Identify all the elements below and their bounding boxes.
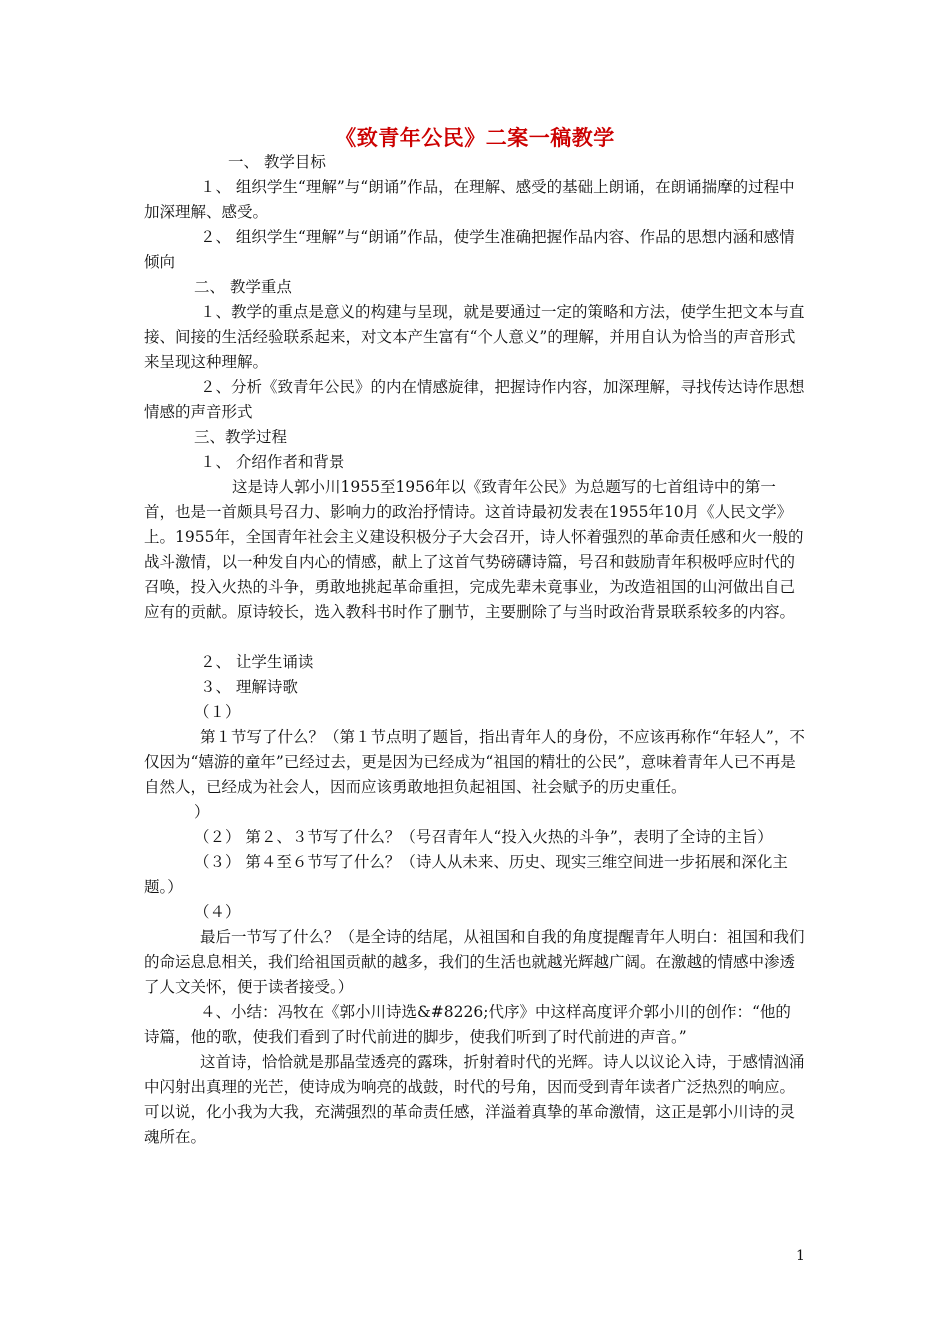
page-number: 1: [796, 1248, 805, 1264]
question-1-close: ）: [194, 803, 210, 821]
process-item-4-summary: ４、小结：冯牧在《郭小川诗选&#8226;代序》中这样高度评介郭小川的创作：“他的诗篇，他的歌，使我们看到了时代前进的脚步，使我们听到了时代前进的声音。”: [144, 1003, 791, 1046]
focus-paragraph-2: ２、分析《致青年公民》的内在情感旋律，把握诗作内容，加深理解，寻找传达诗作思想情感的声音形式: [144, 378, 805, 421]
section-heading-objectives: 一、 教学目标: [228, 153, 326, 171]
spacer: [144, 625, 806, 650]
question-4-label: （４）: [194, 903, 241, 921]
document-body: [144, 150, 806, 1150]
section-heading-focus: 二、 教学重点: [194, 278, 292, 296]
question-1-body: 第１节写了什么？（第１节点明了题旨，指出青年人的身份，不应该再称作“年轻人”，不仅因为“嬉游的童年”已经过去，更是因为已经成为“祖国的精壮的公民”，意味着青年人已不再是自然人，已经成为社会人，因而应该勇敢地担负起祖国、社会赋予的历史重任。: [144, 728, 805, 796]
question-2: （２） 第２、３节写了什么？（号召青年人“投入火热的斗争”，表明了全诗的主旨）: [194, 828, 773, 846]
section-heading-process: 三、教学过程: [194, 428, 288, 446]
document-title: 《致青年公民》二案一稿教学: [335, 126, 615, 150]
question-1-label: （１）: [194, 703, 241, 721]
process-item-3: ３、 理解诗歌: [200, 678, 298, 696]
objective-paragraph-2: ２、 组织学生“理解”与“朗诵”作品，使学生准确把握作品内容、作品的思想内涵和感情倾向: [144, 228, 795, 271]
objective-paragraph-1: １、 组织学生“理解”与“朗诵”作品，在理解、感受的基础上朗诵，在朗诵揣摩的过程中加深理解、感受。: [144, 178, 795, 221]
closing-paragraph: 这首诗，恰恰就是那晶莹透亮的露珠，折射着时代的光辉。诗人以议论入诗，于感情汹涌中闪射出真理的光芒，使诗成为响亮的战鼓，时代的号角，因而受到青年读者广泛热烈的响应。可以说，化小我为大我，充满强烈的革命责任感，洋溢着真挚的革命激情，这正是郭小川诗的灵魂所在。: [144, 1053, 805, 1146]
process-item-2: ２、 让学生诵读: [200, 653, 314, 671]
question-4-body: 最后一节写了什么？（是全诗的结尾，从祖国和自我的角度提醒青年人明白：祖国和我们的命运息息相关，我们给祖国贡献的越多，我们的生活也就越光辉越广阔。在激越的情感中渗透了人文关怀，便于读者接受。）: [144, 928, 805, 996]
question-3: （３） 第４至６节写了什么？（诗人从未来、历史、现实三维空间进一步拓展和深化主题。）: [144, 853, 788, 896]
process-item-1-body: 这是诗人郭小川1955至1956年以《致青年公民》为总题写的七首组诗中的第一首，也是一首颇具号召力、影响力的政治抒情诗。这首诗最初发表在1955年10月《人民文学》上。1955年，全国青年社会主义建设积极分子大会召开，诗人怀着强烈的革命责任感和火一般的战斗激情，以一种发自内心的情感，献上了这首气势磅礴诗篇，号召和鼓励青年积极呼应时代的召唤，投入火热的斗争，勇敢地挑起革命重担，完成先辈未竟事业，为改造祖国的山河做出自己应有的贡献。原诗较长，选入教科书时作了删节，主要删除了与当时政治背景联系较多的内容。: [144, 478, 804, 621]
focus-paragraph-1: １、教学的重点是意义的构建与呈现，就是要通过一定的策略和方法，使学生把文本与直接、间接的生活经验联系起来，对文本产生富有“个人意义”的理解，并用自认为恰当的声音形式来呈现这种理解。: [144, 303, 805, 371]
process-item-1: １、 介绍作者和背景: [200, 453, 345, 471]
